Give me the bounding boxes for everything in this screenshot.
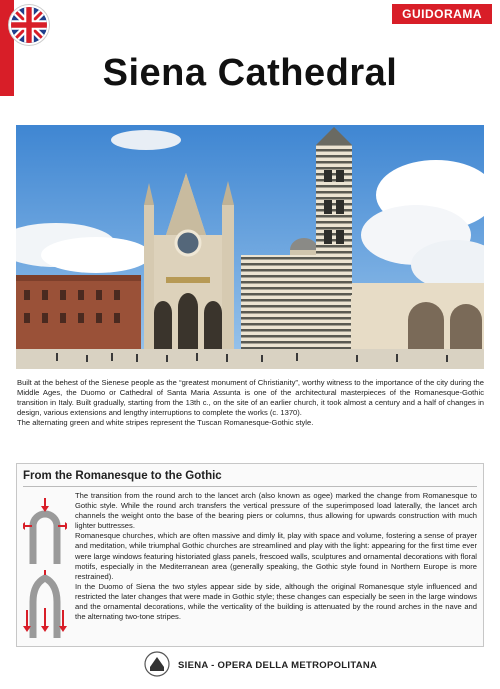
info-box (16, 463, 484, 647)
opera-logo-icon (144, 651, 170, 677)
box-paragraph: In the Duomo of Siena the two styles appear side by side, although the original Romanesque style influenced and restricted the later changes that were made in Gothic style; these changes can especially be seen in the large windows and the ornamental decorations, while the verticality of the building is attenuated by the round arches in the nave and the alternating two-tone stripes. (75, 581, 477, 622)
intro-paragraph: The alternating green and white stripes represent the Tuscan Romanesque-Gothic style. (17, 418, 314, 428)
round-arch-icon (23, 496, 67, 566)
lancet-arch-icon (23, 570, 67, 640)
box-divider (23, 486, 477, 487)
intro-paragraph: Built at the behest of the Sienese people as the “greatest monument of Christianity”, worthy witness to the importance of the city during the Middle Ages, the Duomo or Cathedral of Santa Maria Assunta is one of the architectural masterpieces of the Romanesque-Gothic transition in Italy. Built gradually, starting from the 13th c., on the site of an earlier church, it took almost a century and a half of changes in design, various extensions and lengthy interruptions to complete the works (c. 1370). (17, 378, 484, 418)
footer-text: SIENA - OPERA DELLA METROPOLITANA (178, 660, 378, 671)
intro-text (17, 378, 484, 428)
page-title: Siena Cathedral (102, 52, 398, 94)
uk-flag-icon[interactable] (9, 5, 49, 45)
box-text (75, 491, 477, 622)
cathedral-photo (16, 125, 484, 369)
brand-label: GUIDORAMA (392, 4, 492, 24)
box-paragraph: Romanesque churches, which are often massive and dimly lit, play with space and volume, fostering a sense of prayer and meditation, while triumphal Gothic churches are streamlined and play with the light: appearing for the first time ever were large windows featuring historiated glass panels, frescoed walls, sculptures and ornamental decorations with floral motifs, especially in the Mediterranean area (generally speaking, the Gothic style found in Northern Europe is more restrained). (75, 531, 477, 581)
box-paragraph: The transition from the round arch to the lancet arch (also known as ogee) marked the change from Romanesque to Gothic style. While the round arch transfers the vertical pressure of the superimposed load laterally, the lancet arch channels the weight onto the base of the bearing piers or columns, thus allowing for upwards construction with much lighter buttresses. (75, 491, 477, 531)
box-title: From the Romanesque to the Gothic (23, 470, 222, 482)
footer (0, 651, 500, 681)
